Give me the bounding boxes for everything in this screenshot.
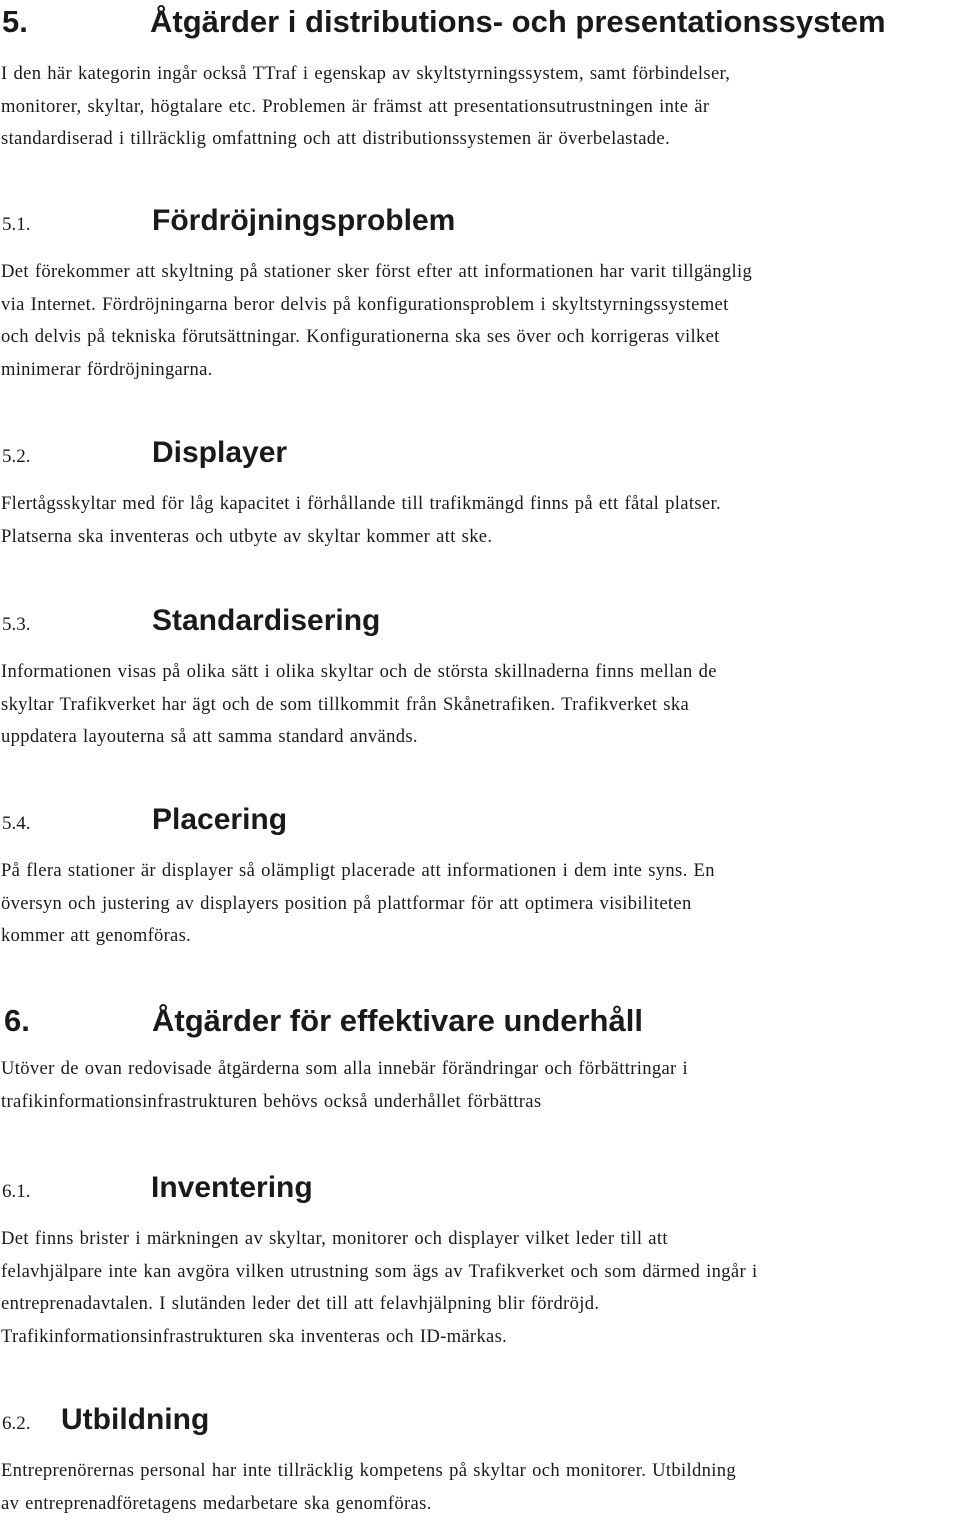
paragraph-line: och delvis på tekniska förutsättningar. Konfigurationerna ska ses över och korrigeras vilket <box>1 321 960 354</box>
paragraph-line: felavhjälpare inte kan avgöra vilken utrustning som ägs av Trafikverket och som därmed ingår i <box>1 1256 960 1289</box>
section-heading <box>0 1402 960 1438</box>
section-title: Standardisering <box>152 603 380 639</box>
section-paragraph <box>0 1455 960 1520</box>
section-number: 5.1. <box>2 207 31 243</box>
paragraph-line: monitorer, skyltar, högtalare etc. Problemen är främst att presentationsutrustningen inte är <box>1 91 960 124</box>
section-number: 6.2. <box>2 1406 31 1442</box>
paragraph-line: via Internet. Fördröjningarna beror delvis på konfigurationsproblem i skyltstyrningssystemet <box>1 289 960 322</box>
section-5-2 <box>0 435 960 553</box>
paragraph-line: Platserna ska inventeras och utbyte av skyltar kommer att ske. <box>1 521 960 554</box>
section-heading <box>0 802 960 838</box>
paragraph-line: Flertågsskyltar med för låg kapacitet i förhållande till trafikmängd finns på ett fåtal platser. <box>1 488 960 521</box>
section-6 <box>0 1003 960 1118</box>
section-number: 5.4. <box>2 806 31 842</box>
paragraph-line: uppdatera layouterna så att samma standard används. <box>1 721 960 754</box>
paragraph-line: I den här kategorin ingår också TTraf i egenskap av skyltstyrningssystem, samt förbindelser, <box>1 58 960 91</box>
paragraph-line: Informationen visas på olika sätt i olika skyltar och de största skillnaderna finns mellan de <box>1 656 960 689</box>
section-6-2 <box>0 1402 960 1520</box>
paragraph-line: Utöver de ovan redovisade åtgärderna som alla innebär förändringar och förbättringar i <box>1 1053 960 1086</box>
section-paragraph <box>0 855 960 953</box>
section-number: 5.3. <box>2 607 31 643</box>
section-title: Displayer <box>152 435 287 471</box>
section-number: 6. <box>4 1003 30 1039</box>
section-heading <box>0 4 960 40</box>
section-heading <box>0 1170 960 1206</box>
section-number: 6.1. <box>2 1174 31 1210</box>
section-number: 5.2. <box>2 439 31 475</box>
section-title: Åtgärder i distributions- och presentationssystem <box>150 4 886 40</box>
section-5-3 <box>0 603 960 754</box>
section-5-4 <box>0 802 960 953</box>
section-heading <box>0 203 960 239</box>
paragraph-line: entreprenadavtalen. I slutänden leder det till att felavhjälpning blir fördröjd. <box>1 1288 960 1321</box>
section-title: Utbildning <box>61 1402 209 1438</box>
section-heading <box>0 435 960 471</box>
paragraph-line: skyltar Trafikverket har ägt och de som tillkommit från Skånetrafiken. Trafikverket ska <box>1 689 960 722</box>
section-paragraph <box>0 656 960 754</box>
paragraph-line: kommer att genomföras. <box>1 920 960 953</box>
paragraph-line: Entreprenörernas personal har inte tillräcklig kompetens på skyltar och monitorer. Utbildning <box>1 1455 960 1488</box>
section-title: Placering <box>152 802 287 838</box>
paragraph-line: standardiserad i tillräcklig omfattning och att distributionssystemen är överbelastade. <box>1 123 960 156</box>
section-paragraph <box>0 256 960 386</box>
paragraph-line: På flera stationer är displayer så olämpligt placerade att informationen i dem inte syns. En <box>1 855 960 888</box>
paragraph-line: trafikinformationsinfrastrukturen behövs också underhållet förbättras <box>1 1086 960 1119</box>
section-5 <box>0 4 960 156</box>
section-number: 5. <box>2 4 28 40</box>
section-title: Åtgärder för effektivare underhåll <box>152 1003 643 1039</box>
section-paragraph <box>0 1053 960 1118</box>
section-6-1 <box>0 1170 960 1353</box>
section-paragraph <box>0 1223 960 1353</box>
paragraph-line: översyn och justering av displayers position på plattformar för att optimera visibiliteten <box>1 888 960 921</box>
section-paragraph <box>0 58 960 156</box>
section-title: Fördröjningsproblem <box>152 203 455 239</box>
paragraph-line: av entreprenadföretagens medarbetare ska genomföras. <box>1 1488 960 1520</box>
paragraph-line: Det förekommer att skyltning på stationer sker först efter att informationen har varit tillgänglig <box>1 256 960 289</box>
section-5-1 <box>0 203 960 386</box>
section-heading <box>0 1003 960 1039</box>
section-title: Inventering <box>151 1170 313 1206</box>
paragraph-line: Det finns brister i märkningen av skyltar, monitorer och displayer vilket leder till att <box>1 1223 960 1256</box>
paragraph-line: minimerar fördröjningarna. <box>1 354 960 387</box>
section-heading <box>0 603 960 639</box>
section-paragraph <box>0 488 960 553</box>
paragraph-line: Trafikinformationsinfrastrukturen ska inventeras och ID-märkas. <box>1 1321 960 1354</box>
